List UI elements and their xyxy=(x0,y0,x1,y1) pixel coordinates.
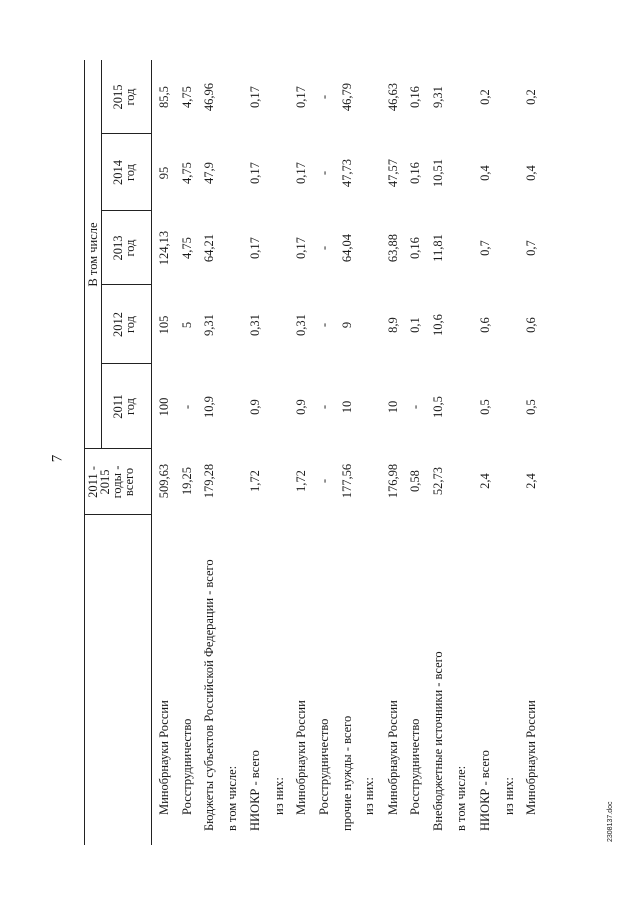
row-value: - xyxy=(317,404,331,410)
document-code: 2308137.doc xyxy=(607,801,614,842)
row-value: 10,5 xyxy=(431,396,445,418)
row-value: 46,96 xyxy=(202,82,216,112)
row-value: 0,17 xyxy=(294,162,308,184)
budget-table xyxy=(84,60,570,845)
row-value: 2,4 xyxy=(524,473,538,489)
row-value: 0,5 xyxy=(478,399,492,415)
row-value: 0,6 xyxy=(524,317,538,333)
row-value: 52,73 xyxy=(431,466,445,496)
row-value: 0,1 xyxy=(408,317,422,333)
row-value: 0,2 xyxy=(524,89,538,105)
row-value: 0,7 xyxy=(478,240,492,256)
table-row xyxy=(272,60,294,845)
row-value: 0,4 xyxy=(478,165,492,181)
row-value: - xyxy=(317,245,331,251)
row-label: в том числе: xyxy=(225,765,239,831)
row-value: 64,04 xyxy=(340,233,354,263)
row-value: - xyxy=(180,404,194,410)
row-value: - xyxy=(317,478,331,484)
row-value: 0,9 xyxy=(248,399,262,415)
row-value: 9 xyxy=(340,321,354,329)
header-year-2014: 2014 год xyxy=(111,160,137,185)
row-value: 0,9 xyxy=(294,399,308,415)
row-value: 1,72 xyxy=(294,470,308,492)
row-value: 64,21 xyxy=(202,233,216,263)
row-value: 4,75 xyxy=(180,162,194,184)
header-in-that-number: В том числе xyxy=(86,222,100,287)
row-label: Минобрнауки России xyxy=(524,700,538,815)
row-value: 9,31 xyxy=(202,314,216,336)
row-value: 124,13 xyxy=(157,230,171,266)
row-value: 47,9 xyxy=(202,162,216,184)
table-row xyxy=(502,60,524,845)
row-value: 2,4 xyxy=(478,473,492,489)
year-group-rule xyxy=(101,60,102,449)
table-row xyxy=(248,60,270,845)
table-row xyxy=(294,60,316,845)
row-value: 19,25 xyxy=(180,466,194,496)
row-value: 0,31 xyxy=(294,314,308,336)
row-label: Росструдничество xyxy=(408,718,422,815)
table-row xyxy=(340,60,362,845)
row-label: Минобрнауки России xyxy=(386,700,400,815)
row-label: в том числе: xyxy=(454,765,468,831)
table-row xyxy=(225,60,247,845)
row-label: из них: xyxy=(362,777,376,815)
page-number: 7 xyxy=(49,454,66,463)
row-value: 9,31 xyxy=(431,86,445,108)
table-row xyxy=(317,60,339,845)
header-top-rule xyxy=(84,60,85,845)
header-year-2011: 2011 год xyxy=(111,394,137,419)
header-year-2013: 2013 год xyxy=(111,235,137,261)
row-value: 5 xyxy=(180,321,194,329)
row-value: 10,6 xyxy=(431,314,445,336)
row-value: 0,4 xyxy=(524,165,538,181)
table-row xyxy=(362,60,384,845)
row-value: - xyxy=(408,404,422,410)
row-value: - xyxy=(317,322,331,328)
header-year-2015: 2015 год xyxy=(111,84,137,110)
row-value: 0,6 xyxy=(478,317,492,333)
row-label: Минобрнауки России xyxy=(294,700,308,815)
row-value: 4,75 xyxy=(180,237,194,259)
row-value: 0,31 xyxy=(248,314,262,336)
row-value: 10 xyxy=(340,400,354,414)
row-value: 0,17 xyxy=(248,86,262,108)
table-row xyxy=(408,60,430,845)
row-label: Росструдничество xyxy=(317,718,331,815)
row-value: - xyxy=(317,170,331,176)
row-label: из них: xyxy=(502,777,516,815)
row-value: 95 xyxy=(157,166,171,180)
row-value: 1,72 xyxy=(248,470,262,492)
row-value: 0,16 xyxy=(408,86,422,108)
row-value: 0,17 xyxy=(294,237,308,259)
row-value: 46,63 xyxy=(386,82,400,112)
row-value: 8,9 xyxy=(386,317,400,333)
row-label: Бюджеты субъектов Российской Федерации - всего xyxy=(202,559,216,831)
row-value: 0,17 xyxy=(248,162,262,184)
row-value: 46,79 xyxy=(340,82,354,112)
row-value: - xyxy=(317,94,331,100)
header-year-2012: 2012 год xyxy=(111,312,137,337)
row-value: 10,51 xyxy=(431,158,445,188)
header-total: 2011 - 2015 годы - всего xyxy=(86,465,136,499)
table-row xyxy=(454,60,476,845)
row-value: 0,58 xyxy=(408,470,422,492)
row-value: 0,7 xyxy=(524,240,538,256)
row-label: НИОКР - всего xyxy=(248,750,262,831)
table-row xyxy=(478,60,500,845)
row-value: 105 xyxy=(157,315,171,335)
row-label: Внебюджетные источники - всего xyxy=(431,651,445,831)
row-label: прочие нужды - всего xyxy=(340,715,354,831)
row-value: 0,2 xyxy=(478,89,492,105)
row-value: 0,17 xyxy=(248,237,262,259)
row-value: 4,75 xyxy=(180,86,194,108)
row-value: 0,16 xyxy=(408,237,422,259)
row-value: 47,73 xyxy=(340,158,354,188)
row-value: 0,17 xyxy=(294,86,308,108)
row-label: Минобрнауки России xyxy=(157,700,171,815)
row-value: 0,16 xyxy=(408,162,422,184)
row-label: НИОКР - всего xyxy=(478,750,492,831)
row-value: 179,28 xyxy=(202,463,216,499)
row-value: 11,81 xyxy=(431,234,445,262)
row-value: 0,5 xyxy=(524,399,538,415)
row-value: 10 xyxy=(386,400,400,414)
row-value: 176,98 xyxy=(386,463,400,499)
row-value: 10,9 xyxy=(202,396,216,418)
table-row xyxy=(386,60,408,845)
table-row xyxy=(431,60,453,845)
table-row xyxy=(202,60,224,845)
table-row xyxy=(524,60,546,845)
row-value: 177,56 xyxy=(340,463,354,499)
row-label: из них: xyxy=(272,777,286,815)
header-bottom-rule xyxy=(151,60,152,845)
row-value: 85,5 xyxy=(157,86,171,108)
row-value: 509,63 xyxy=(157,463,171,499)
table-row xyxy=(180,60,202,845)
row-value: 47,57 xyxy=(386,158,400,188)
row-label: Росструдничество xyxy=(180,718,194,815)
table-row xyxy=(157,60,179,845)
row-value: 63,88 xyxy=(386,233,400,263)
row-value: 100 xyxy=(157,397,171,417)
